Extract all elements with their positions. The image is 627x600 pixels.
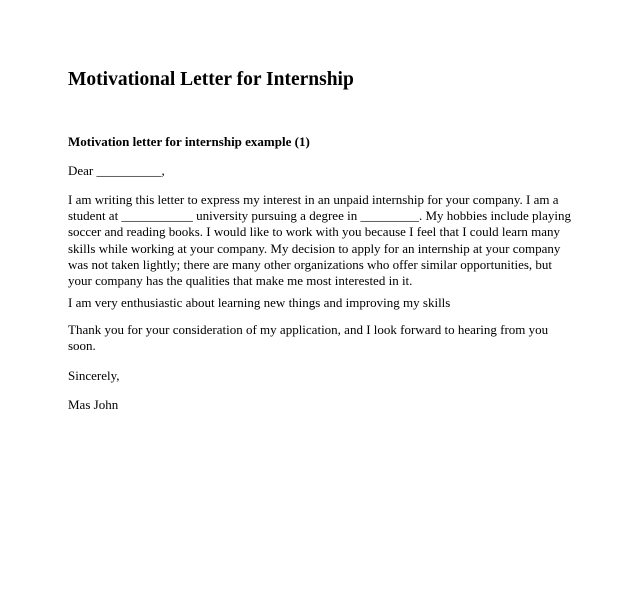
salutation: Dear __________, xyxy=(68,163,165,178)
thank-you-line: Thank you for your consideration of my application, and I look forward to hearing from you xyxy=(68,322,549,337)
example-subtitle: Motivation letter for internship example (1) xyxy=(68,134,310,149)
body-line: student at ___________ university pursuing a degree in _________. My hobbies include playing xyxy=(68,208,571,224)
document-title: Motivational Letter for Internship xyxy=(68,69,354,90)
thank-you-paragraph xyxy=(68,322,548,354)
body-line: skills while working at your company. My decision to apply for an internship at your company xyxy=(68,240,561,256)
enthusiasm-paragraph: I am very enthusiastic about learning new things and improving my skills xyxy=(68,295,451,310)
body-line: was not taken lightly; there are many other organizations who offer similar opportunities, but xyxy=(68,256,553,272)
signature-name: Mas John xyxy=(68,397,119,412)
body-line: I am writing this letter to express my interest in an unpaid internship for your company. I am a xyxy=(68,192,559,207)
thank-you-line: soon. xyxy=(68,338,96,354)
body-line: soccer and reading books. I would like to work with you because I feel that I could learn many xyxy=(68,224,561,240)
body-line: your company has the qualities that make me most interested in it. xyxy=(68,273,413,289)
closing: Sincerely, xyxy=(68,368,120,383)
body-paragraph xyxy=(68,192,571,289)
